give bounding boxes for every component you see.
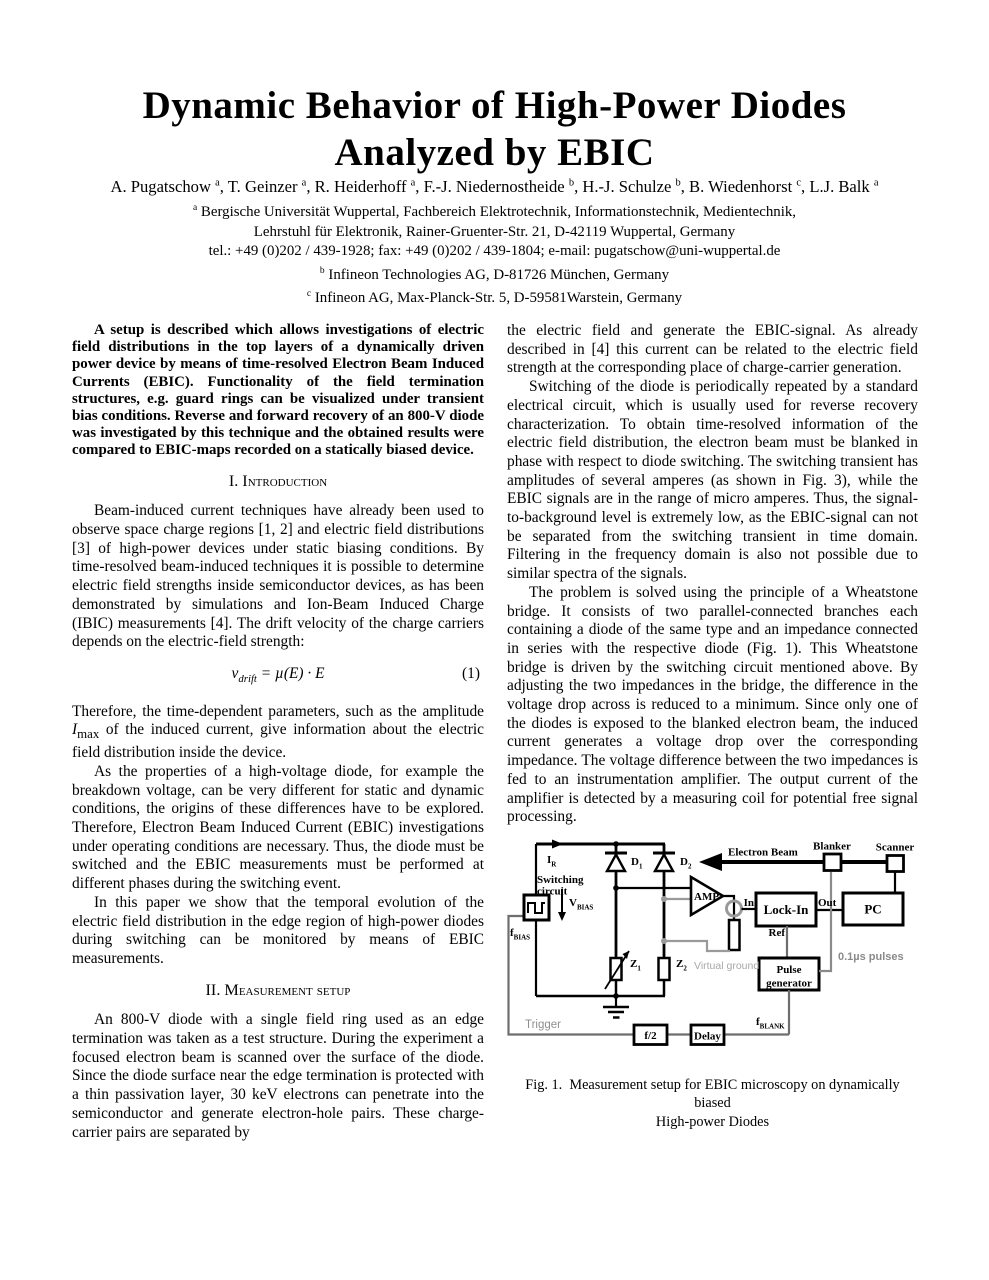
affiliation-line: $^c$ Infineon AG, Max-Planck-Str. 5, D-59581Warstein, Germany: [306, 289, 683, 307]
figure-1: [504, 836, 918, 1074]
impedance-z2: [659, 958, 670, 980]
scanner-label: Scanner: [875, 841, 915, 854]
affiliation-line: Lehrstuhl für Elektronik, Rainer-Gruenter-Str. 21, D-42119 Wuppertal, Germany: [253, 223, 736, 240]
intro-paragraph-4: In this paper we show that the temporal evolution of the electric field distribution in the edge region of high-power diodes during switching can be monitored by means of EBIC measurements.: [72, 893, 484, 967]
sense-impedance: [729, 920, 740, 950]
out-label: Out: [818, 896, 837, 909]
pulse-generator-label: Pulse: [776, 963, 802, 976]
switching-circuit-label2: circuit: [537, 885, 568, 898]
continuation-paragraph: the electric field and generate the EBIC-signal. As already described in [4] this current can be related to the electric field strength at the corresponding place of charge-carrier generation.: [507, 322, 918, 377]
left-column: [72, 322, 484, 1142]
pulse-generator-label2: generator: [766, 977, 812, 990]
intro-paragraph-1: Beam-induced current techniques have already been used to observe space charge regions [1, 2] and electric field distributions [3] of high-power devices under static biasing conditions. By time-resolved beam-induced techniques it is possible to determine electric field strengths inside semiconductor devices, as has been demonstrated by simulations and Ion-Beam Induced Charge (IBIC) measurements [4]. The drift velocity of the charge carriers depends on the electric-field strength:: [72, 502, 484, 651]
right-column: [507, 322, 918, 1131]
figure-1-caption-line2: High-power Diodes: [655, 1113, 770, 1130]
heading-introduction: I. Introduction: [228, 471, 328, 490]
z2-label: $Z_2$: [676, 957, 687, 973]
ref-label: Ref: [768, 926, 785, 939]
in-label: In: [743, 896, 754, 909]
affiliation-line: tel.: +49 (0)202 / 439-1928; fax: +49 (0)202 / 439-1804; e-mail: pugatschow@uni-wuppertal.de: [208, 243, 781, 260]
figure-1-caption-line1: Fig. 1. Measurement setup for EBIC microscopy on dynamically biased: [525, 1076, 900, 1112]
intro-paragraph-3: As the properties of a high-voltage diode, for example the breakdown voltage, can be very different for static and dynamic conditions, the origins of these differences have to be explored. Therefore, Electron Beam Induced Current (EBIC) investigations under operating conditions are necessary. Thus, the diode must be switched and the EBIC measurements must be performed at different phases during the switching event.: [72, 762, 484, 893]
blanker-box: [824, 854, 841, 871]
lock-in-label: Lock-In: [763, 901, 809, 917]
affiliation-line: $^b$ Infineon Technologies AG, D-81726 München, Germany: [319, 265, 670, 283]
electron-beam-arrowhead-icon: [699, 853, 722, 871]
diode-d2-icon: [655, 854, 673, 871]
intro-paragraph-2: Therefore, the time-dependent parameters, such as the amplitude $I_{max}$ of the induced current, give information about the electric field distribution inside the device.: [72, 702, 484, 762]
vbias-label: $V_{BIAS}$: [569, 896, 594, 912]
current-direction-arrow-icon: [552, 839, 563, 848]
abstract: A setup is described which allows investigations of electric field distributions in the top layers of a dynamically driven power device by means of time-resolved Electron Beam Induced Currents (EBIC). Functionality of the field termination structures, e.g. guard rings can be visualized under transient bias conditions. Reverse and forward recovery of an 800-V diode was investigated by this technique and the obtained results were compared to EBIC-maps recorded on a statically biased device.: [72, 322, 484, 459]
equation-number: (1): [462, 664, 480, 682]
blanker-label: Blanker: [813, 840, 851, 853]
blanker-pulse-wire: [819, 872, 831, 971]
pulses-label: 0.1µs pulses: [838, 950, 904, 963]
virtual-ground-wire: [664, 941, 730, 951]
gray-node-dot: [661, 896, 667, 902]
ir-label: $I_R$: [547, 853, 557, 869]
virtual-ground-label: Virtual ground: [694, 959, 760, 972]
z1-label: $Z_1$: [630, 957, 641, 973]
affiliations: [0, 199, 989, 309]
delay-label: Delay: [694, 1030, 721, 1043]
equation-1: [72, 665, 484, 689]
fblank-label: $f_{BLANK}$: [756, 1015, 785, 1031]
scanner-box: [887, 855, 904, 871]
trigger-label: Trigger: [525, 1018, 561, 1031]
equation-body: $v_{drift} = \mu(E) \cdot E$: [231, 664, 325, 686]
diode-d1-icon: [607, 854, 625, 871]
d2-label: $D_2$: [680, 855, 692, 871]
paper-title-line1: Dynamic Behavior of High-Power Diodes: [142, 84, 847, 127]
figure-1-caption: [507, 1076, 918, 1132]
pc-label: PC: [864, 901, 882, 917]
amp-label: AMP: [694, 890, 720, 903]
f2-label: f/2: [644, 1029, 657, 1042]
d1-label: $D_1$: [631, 855, 643, 871]
node-dot: [613, 841, 619, 847]
fbias-label: $f_{BIAS}$: [510, 926, 531, 942]
switching-circuit-label: Switching: [537, 873, 584, 886]
affiliation-line: $^a$ Bergische Universität Wuppertal, Fachbereich Elektrotechnik, Informationstechnik, Medientechnik,: [192, 203, 797, 220]
setup-paragraph-1: An 800-V diode with a single field ring used as an edge termination was taken as a test structure. During the experiment a focused electron beam is scanned over the surface of the diode. Since the diode surface near the edge termination is protected with a thin passivation layer, 30 keV electrons can penetrate into the semiconductor and generate electron-hole pairs. These charge-carrier pairs are separated by: [72, 1011, 484, 1141]
author-line: A. Pugatschow $^a$, T. Geinzer $^a$, R. Heiderhoff $^a$, F.-J. Niedernostheide $^b$, H.-J. Schulze $^b$, B. Wiedenhorst $^c$, L.J. Balk $^a$: [110, 177, 879, 196]
switching-paragraph: Switching of the diode is periodically repeated by a standard electrical circuit, which is usually used for reverse recovery characterization. To obtain time-resolved information of the electric field distribution, the electron beam must be blanked in phase with respect to diode switching. The switching transient has amplitudes of several amperes (as shown in Fig. 3), while the EBIC signals are in the range of micro amperes. Thus, the signal-to-background level is extremely low, as the EBIC-signal can not be separated from the switching transient in time domain. Filtering in the frequency domain is also not possible due to similar spectra of the signals.: [507, 378, 918, 583]
paper-title: [0, 82, 989, 176]
ground-icon: [603, 1007, 629, 1018]
electron-beam-label: Electron Beam: [728, 846, 798, 859]
paper-title-line2: Analyzed by EBIC: [334, 131, 655, 174]
heading-measurement-setup: II. Measurement setup: [205, 980, 351, 999]
wheatstone-paragraph: The problem is solved using the principle of a Wheatstone bridge. It consists of two parallel-connected branches each containing a diode of the same type and an impedance connected in series with the respective diode (Fig. 1). This Wheatstone bridge is driven by the switching circuit mentioned above. By adjusting the two impedances in the bridge, the difference in the voltage drop across is reduced to a minimum. Since only one of the diodes is exposed to the blanked electron beam, the induced current generates a voltage drop over the corresponding impedance. The voltage difference between the two impedances is fed to an instrumentation amplifier. The output current of the amplifier is detected by a measuring coil for potential free signal processing.: [507, 583, 918, 826]
figure-1-diagram: [504, 836, 940, 1068]
vbias-arrowhead-icon: [558, 912, 566, 921]
